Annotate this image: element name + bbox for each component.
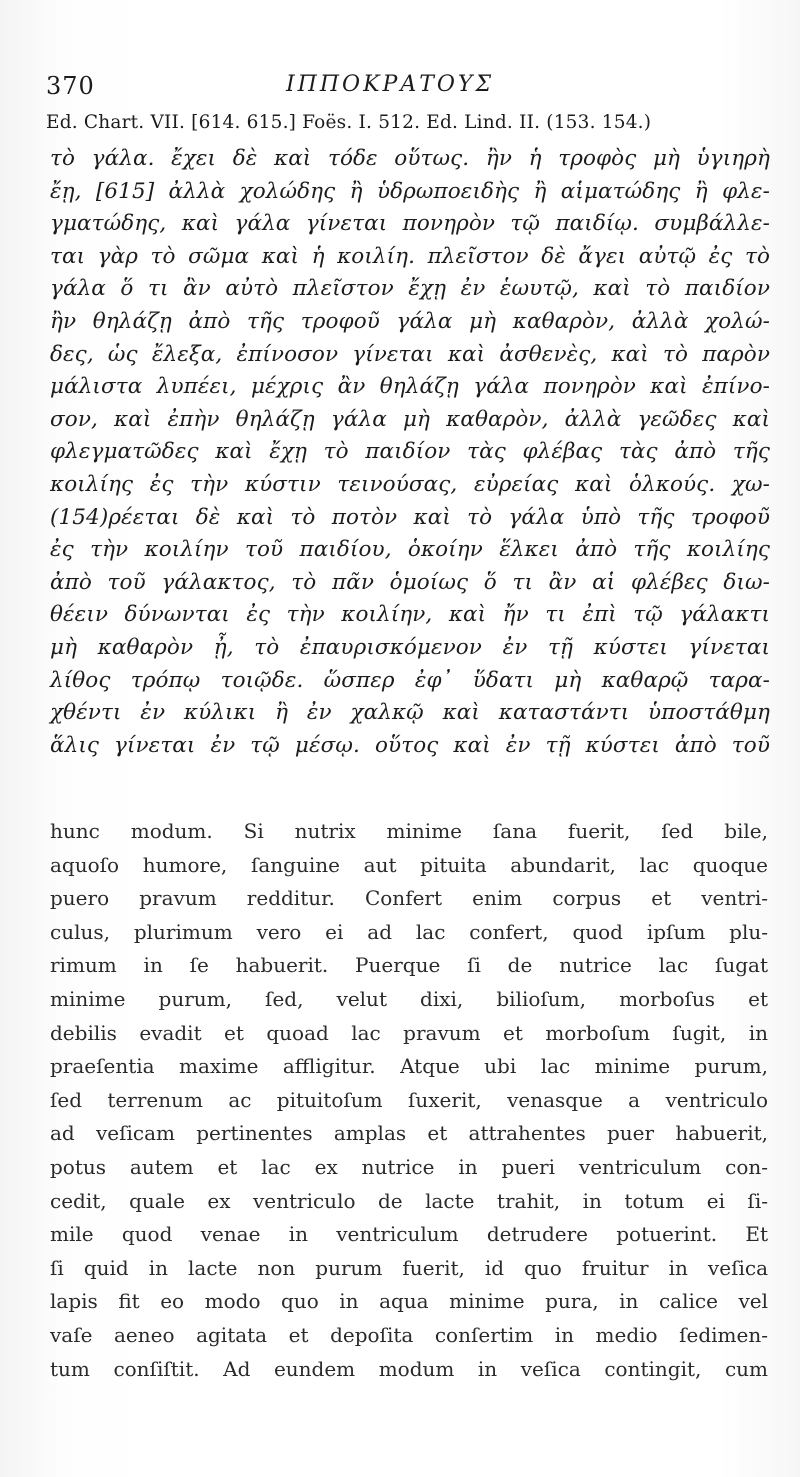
- greek-line: λίθος τρόπῳ τοιῷδε. ὥσπερ ἐφ᾽ ὕδατι μὴ καθαρῷ ταρα-: [50, 667, 770, 693]
- latin-line: aquoſo humore, ſanguine aut pituita abundarit, lac quoque: [50, 852, 768, 877]
- greek-line: κοιλίης ἐς τὴν κύστιν τεινούσας, εὐρείας καὶ ὁλκούς. χω-: [50, 471, 770, 497]
- latin-line: mile quod venae in ventriculum detrudere potuerint. Et: [50, 1222, 768, 1247]
- greek-line: χθέντι ἐν κύλικι ἢ ἐν χαλκῷ καὶ καταστάντι ὑποστάθμη: [50, 700, 770, 726]
- page-number: 370: [46, 72, 95, 100]
- latin-text-block: [50, 815, 768, 1386]
- latin-line: puero pravum redditur. Confert enim corpus et ventri-: [50, 886, 768, 911]
- latin-line: tum conſiſtit. Ad eundem modum in veſica contingit, cum: [50, 1356, 768, 1381]
- latin-line: debilis evadit et quoad lac pravum et morboſum ſugit, in: [50, 1020, 768, 1045]
- latin-line: ſi quid in lacte non purum fuerit, id quo fruitur in veſica: [50, 1255, 768, 1280]
- greek-line: σον, καὶ ἐπὴν θηλάζῃ γάλα μὴ καθαρὸν, ἀλλὰ γεῶδες καὶ: [50, 406, 770, 432]
- latin-line: lapis fit eo modo quo in aqua minime pura, in calice vel: [50, 1289, 768, 1314]
- greek-line: μάλιστα λυπέει, μέχρις ἂν θηλάζῃ γάλα πονηρὸν καὶ ἐπίνο-: [50, 374, 770, 400]
- greek-line: δες, ὡς ἔλεξα, ἐπίνοσον γίνεται καὶ ἀσθενὲς, καὶ τὸ παρὸν: [50, 341, 770, 367]
- greek-line: ἐς τὴν κοιλίην τοῦ παιδίου, ὁκοίην ἕλκει ἀπὸ τῆς κοιλίης: [50, 537, 770, 563]
- latin-line: ſed terrenum ac pituitoſum ſuxerit, venasque a ventriculo: [50, 1087, 768, 1112]
- latin-line: ad veſicam pertinentes amplas et attrahentes puer habuerit,: [50, 1121, 768, 1146]
- greek-line: φλεγματῶδες καὶ ἔχῃ τὸ παιδίον τὰς φλέβας τὰς ἀπὸ τῆς: [50, 439, 770, 465]
- latin-line: hunc modum. Si nutrix minime ſana fuerit, ſed bile,: [50, 819, 768, 843]
- latin-line: cedit, quale ex ventriculo de lacte trahit, in totum ei ſi-: [50, 1188, 768, 1213]
- latin-line: minime purum, ſed, velut dixi, bilioſum, morboſus et: [50, 986, 768, 1011]
- latin-line: rimum in ſe habuerit. Puerque ſi de nutrice lac ſugat: [50, 953, 768, 978]
- greek-line: γάλα ὅ τι ἂν αὐτὸ πλεῖστον ἔχῃ ἐν ἑωυτῷ, καὶ τὸ παιδίον: [50, 276, 770, 302]
- edition-reference-line: Ed. Chart. VII. [614. 615.] Foës. I. 512. Ed. Lind. II. (153. 154.): [46, 112, 652, 133]
- greek-line: τὸ γάλα. ἔχει δὲ καὶ τόδε οὕτως. ἢν ἡ τροφὸς μὴ ὑγιηρὴ: [50, 146, 770, 171]
- greek-line: ται γὰρ τὸ σῶμα καὶ ἡ κοιλίη. πλεῖστον δὲ ἄγει αὐτῷ ἐς τὸ: [50, 243, 770, 269]
- latin-line: culus, plurimum vero ei ad lac confert, quod ipſum plu-: [50, 919, 768, 944]
- greek-line: μὴ καθαρὸν ᾖ, τὸ ἐπαυρισκόμενον ἐν τῇ κύστει γίνεται: [50, 634, 770, 660]
- greek-line: θέειν δύνωνται ἐς τὴν κοιλίην, καὶ ἤν τι ἐπὶ τῷ γάλακτι: [50, 602, 770, 628]
- greek-line: (154)ρέεται δὲ καὶ τὸ ποτὸν καὶ τὸ γάλα ὑπὸ τῆς τροφοῦ: [50, 504, 770, 530]
- latin-line: vaſe aeneo agitata et depoſita conſertim in medio ſedimen-: [50, 1322, 768, 1347]
- greek-line: ἅλις γίνεται ἐν τῷ μέσῳ. οὕτος καὶ ἐν τῇ κύστει ἀπὸ τοῦ: [50, 732, 770, 758]
- latin-line: praeſentia maxime affligitur. Atque ubi lac minime purum,: [50, 1054, 768, 1079]
- latin-line: potus autem et lac ex nutrice in pueri ventriculum con-: [50, 1154, 768, 1179]
- greek-text-block: [50, 143, 770, 762]
- greek-line: ἔῃ, [615] ἀλλὰ χολώδης ἢ ὑδρωποειδὴς ἢ αἱματώδης ἢ φλε-: [50, 178, 770, 204]
- greek-line: γματώδης, καὶ γάλα γίνεται πονηρὸν τῷ παιδίῳ. συμβάλλε-: [50, 211, 770, 237]
- greek-line: ἀπὸ τοῦ γάλακτος, τὸ πᾶν ὁμοίως ὅ τι ἂν αἱ φλέβες διω-: [50, 569, 770, 595]
- greek-line: ἢν θηλάζῃ ἀπὸ τῆς τροφοῦ γάλα μὴ καθαρὸν, ἀλλὰ χολώ-: [50, 308, 770, 334]
- running-head: ΙΠΠΟΚΡΑΤΟΥΣ: [285, 72, 494, 97]
